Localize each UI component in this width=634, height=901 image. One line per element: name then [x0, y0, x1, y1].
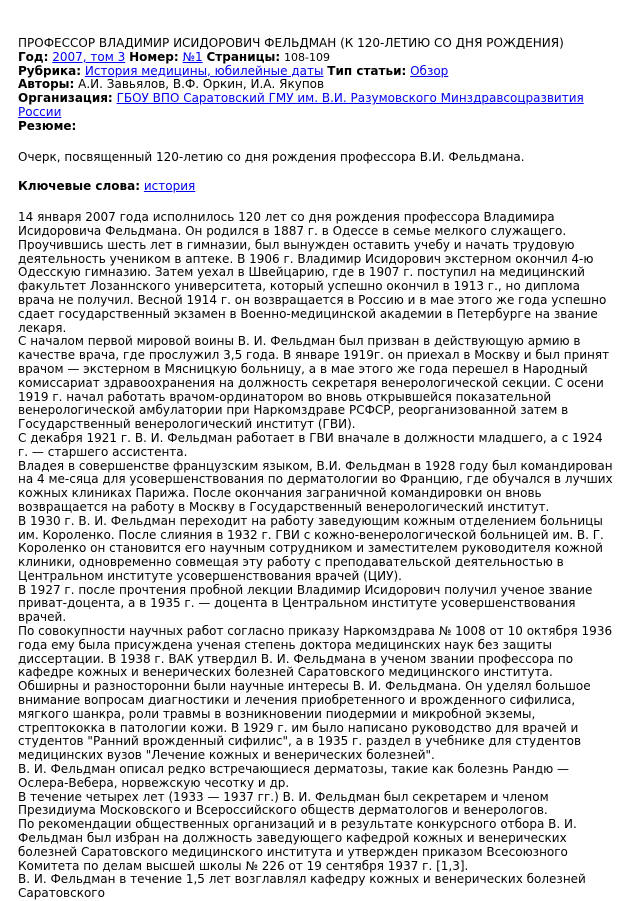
rubric-label: Рубрика: [18, 63, 82, 78]
org-label: Организация: [18, 91, 113, 106]
keyword-link[interactable]: история [143, 179, 196, 194]
body-paragraph: В течение четырех лет (1933 — 1937 гг.) В. И. Фельдман был секретарем и членом Президиума Московского и Всероссийского обществ дерматологов и венерологов. [18, 789, 549, 818]
summary-text: Очерк, посвященный 120-летию со дня рождения профессора В.И. Фельдмана. [18, 149, 525, 164]
meta-rubric-line [18, 65, 616, 79]
type-label: Тип статьи: [327, 63, 407, 78]
meta-summary-line [18, 120, 616, 134]
body-paragraph: В. И. Фельдман описал редко встречающиеся дерматозы, такие как болезнь Рандю — Ослера-Вебера, норвежскую чесотку и др. [18, 762, 570, 790]
pages-label: Страницы: [206, 49, 281, 64]
org-link[interactable]: ГБОУ ВПО Саратовский ГМУ им. В.И. Разумовского Минздравсоцразвития России [18, 91, 584, 119]
body-paragraph: Владея в совершенстве французским языком, В.И. Фельдман в 1928 году был командирован на 4 ме-сяца для усовершенствования по дерматологии во Францию, где обучался в лучших кожных клиниках Парижа. После окончания заграничной командировки он вновь возвращается на работу в Москву в Государственный венерологический институт. [18, 458, 613, 514]
meta-org-line [18, 92, 616, 120]
authors-value: А.И. Завьялов, В.Ф. Оркин, И.А. Якупов [78, 77, 325, 92]
number-label: Номер: [129, 49, 179, 64]
body-paragraph: С началом первой мировой воины В. И. Фельдман был призван в действующую армию в качестве врача, где прослужил 3,5 года. В январе 1919г. он приехал в Москву и был принят врачом — экстерном в Мясницкую больницу, а в мае этого же года перешел в Народный комиссариат здравоохранения на должность секретаря венерологической секции. С осени 1919 г. начал работать врачом-ординатором во вновь открывшейся показательной венерологической амбулатории при Наркомздраве РСФСР, реорганизованной затем в Государственный венерологический институт (ГВИ). [18, 334, 610, 432]
meta-year-line [18, 51, 616, 65]
meta-authors-line [18, 78, 616, 92]
authors-label: Авторы: [18, 77, 75, 92]
body-paragraph: С декабря 1921 г. В. И. Фельдман работает в ГВИ вначале в должности младшего, а с 1924 г. — старшего ассистента. [18, 430, 603, 459]
body-paragraph: По рекомендации общественных организаций и в результате конкурсного отбора В. И. Фельдман был избран на должность заведующего кафедрой кожных и венерических болезней Саратовского медицинского института и утвержден приказом Всесоюзного Комитета по делам высшей школы № 226 от 19 сентября 1937 г. [1,3]. [18, 817, 577, 873]
body-paragraph: По совокупности научных работ согласно приказу Наркомздрава № 1008 от 10 октября 1936 года ему была присуждена ученая степень доктора медицинских наук без защиты диссертации. В 1938 г. ВАК утвердил В. И. Фельдмана в ученом звании профессора по кафедре кожных и венерических болезней Саратовского медицинского института. [18, 624, 613, 680]
body-paragraph: В. И. Фельдман в течение 1,5 лет возглавлял кафедру кожных и венерических болезней Саратовского [18, 872, 586, 901]
article-title: ПРОФЕССОР ВЛАДИМИР ИСИДОРОВИЧ ФЕЛЬДМАН (К 120-ЛЕТИЮ СО ДНЯ РОЖДЕНИЯ) [18, 36, 564, 50]
rubric-link[interactable]: История медицины, юбилейные даты [84, 63, 324, 78]
body-paragraph: В 1927 г. после прочтения пробной лекции Владимир Исидорович получил ученое звание приват-доцента, а в 1935 г. — доцента в Центральном институте усовершенствования врачей. [18, 582, 593, 625]
year-label: Год: [18, 49, 49, 64]
summary-label: Резюме: [18, 118, 77, 133]
number-link[interactable]: №1 [182, 49, 203, 64]
body-paragraph: В 1930 г. В. И. Фельдман переходит на работу заведующим кожным отделением больницы им. Короленко. После слияния в 1932 г. ГВИ с кожно-венерологической больницей им. В. Г. Короленко он становится его научным сотрудником и заместителем руководителя кожной клиники, одновременно совмещая эту работу с преподавательской деятельностью в Центральном институте усовершенствования врачей (ЦИУ). [18, 513, 604, 583]
pages-value: 108-109 [284, 50, 330, 64]
year-link[interactable]: 2007, том 3 [52, 49, 126, 64]
type-link[interactable]: Обзор [410, 63, 449, 78]
keywords-label: Ключевые слова: [18, 179, 141, 194]
body-paragraph: 14 января 2007 года исполнилось 120 лет со дня рождения профессора Владимира Исидоровича Фельдмана. Он родился в 1887 г. в Одессе в семье мелкого служащего. Проучившись шесть лет в гимназии, был вынужден оставить учебу и начать трудовую деятельность учеником в аптеке. В 1906 г. Владимир Исидорович экстерном окончил 4-ю Одесскую гимназию. Затем уехал в Швейцарию, где в 1907 г. поступил на медицинский факультет Лозаннского университета, который успешно окончил в 1913 г., но диплома врача не получил. Весной 1914 г. он возвращается в Россию и в мае этого же года успешно сдает государственный экзамен в Военно-медицинской академии в Петербурге на звание лекаря. [18, 210, 607, 335]
article-body [18, 211, 616, 901]
keywords-line [18, 180, 616, 194]
body-paragraph: Обширны и разносторонни были научные интересы В. И. Фельдмана. Он уделял большое внимание вопросам диагностики и лечения приобретенного и врожденного сифилиса, мягкого шанкра, роли травмы в возникновении пиодермии и микробной экземы, стрептококка в патологии кожи. В 1929 г. им было написано руководство для врачей и студентов "Ранний врожденный сифилис", а в 1935 г. раздел в учебнике для студентов медицинских вузов "Лечение кожных и венерических болезней". [18, 679, 591, 763]
